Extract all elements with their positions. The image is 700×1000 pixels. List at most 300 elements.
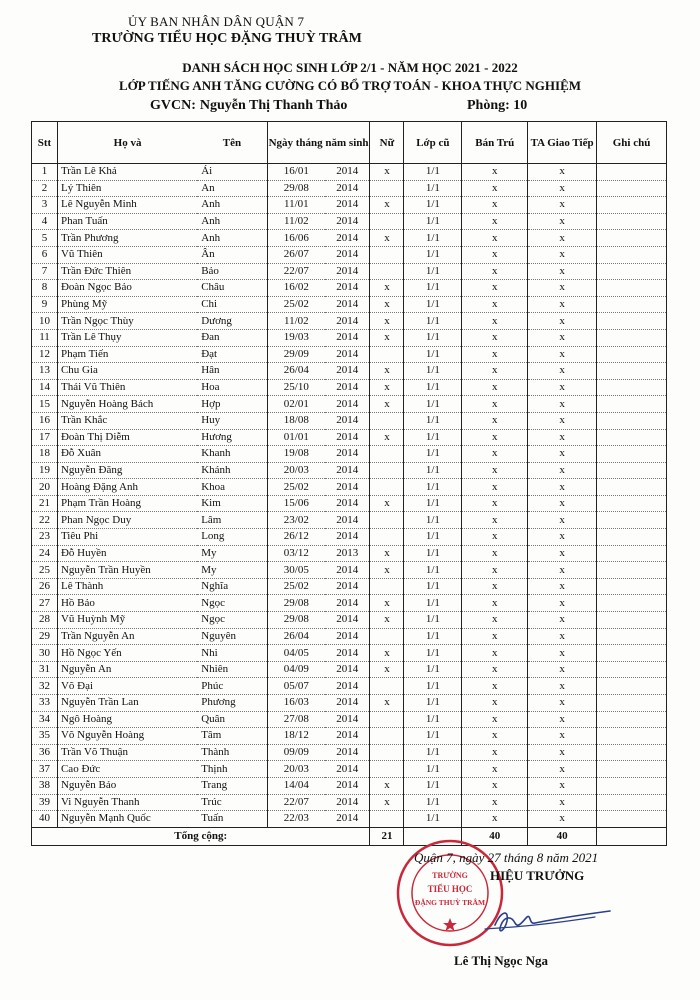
cell-ten: Ngọc	[197, 612, 267, 629]
cell-ngay: 11/02	[267, 313, 325, 330]
cell-ten: Ái	[197, 164, 267, 181]
cell-nu: x	[370, 777, 404, 794]
cell-ten: Nhi	[197, 645, 267, 662]
cell-ta: x	[528, 595, 597, 612]
cell-lop: 1/1	[404, 263, 462, 280]
cell-ngay: 22/03	[267, 811, 325, 828]
cell-ghi-chu	[597, 197, 667, 214]
cell-nu	[370, 462, 404, 479]
cell-nu: x	[370, 379, 404, 396]
table-row	[32, 379, 667, 396]
cell-nam: 2014	[325, 379, 370, 396]
cell-nu: x	[370, 230, 404, 247]
cell-ten: Long	[197, 529, 267, 546]
cell-nam: 2014	[325, 678, 370, 695]
cell-ta: x	[528, 446, 597, 463]
cell-ten: Thành	[197, 744, 267, 761]
cell-ghi-chu	[597, 412, 667, 429]
cell-ghi-chu	[597, 230, 667, 247]
cell-ghi-chu	[597, 578, 667, 595]
cell-ghi-chu	[597, 446, 667, 463]
cell-ta: x	[528, 711, 597, 728]
cell-ten: Nhiên	[197, 661, 267, 678]
cell-ngay: 16/01	[267, 164, 325, 181]
cell-nam: 2014	[325, 628, 370, 645]
cell-ten: Thịnh	[197, 761, 267, 778]
cell-nu: x	[370, 645, 404, 662]
cell-nu	[370, 811, 404, 828]
cell-ho: Trần Nguyễn An	[57, 628, 197, 645]
cell-ten: Nghĩa	[197, 578, 267, 595]
cell-ghi-chu	[597, 479, 667, 496]
cell-ten: Hương	[197, 429, 267, 446]
cell-nam: 2014	[325, 429, 370, 446]
cell-ta: x	[528, 495, 597, 512]
cell-ngay: 18/08	[267, 412, 325, 429]
cell-nam: 2014	[325, 346, 370, 363]
table-row	[32, 545, 667, 562]
cell-ngay: 11/01	[267, 197, 325, 214]
cell-ta: x	[528, 412, 597, 429]
cell-nam: 2014	[325, 529, 370, 546]
cell-nam: 2014	[325, 412, 370, 429]
cell-ghi-chu	[597, 346, 667, 363]
cell-ho: Thái Vũ Thiên	[57, 379, 197, 396]
cell-ngay: 11/02	[267, 213, 325, 230]
total-label: Tổng cộng:	[32, 827, 370, 845]
total-row	[32, 827, 667, 845]
cell-nam: 2014	[325, 263, 370, 280]
cell-nam: 2014	[325, 761, 370, 778]
cell-ho: Hồ Ngọc Yến	[57, 645, 197, 662]
cell-ho: Nguyễn Bảo	[57, 777, 197, 794]
table-header-row	[32, 122, 667, 164]
cell-stt: 7	[32, 263, 58, 280]
cell-nu	[370, 346, 404, 363]
cell-bt: x	[462, 246, 528, 263]
cell-nam: 2014	[325, 728, 370, 745]
cell-ngay: 29/08	[267, 595, 325, 612]
table-row	[32, 180, 667, 197]
cell-ho: Nguyễn Mạnh Quốc	[57, 811, 197, 828]
cell-ngay: 20/03	[267, 761, 325, 778]
cell-bt: x	[462, 329, 528, 346]
cell-lop: 1/1	[404, 412, 462, 429]
cell-bt: x	[462, 628, 528, 645]
cell-bt: x	[462, 811, 528, 828]
teacher-label: GVCN:	[150, 98, 196, 113]
cell-nu: x	[370, 396, 404, 413]
cell-ten: Ngọc	[197, 595, 267, 612]
cell-ghi-chu	[597, 529, 667, 546]
cell-ngay: 25/02	[267, 578, 325, 595]
cell-stt: 26	[32, 578, 58, 595]
cell-nu: x	[370, 595, 404, 612]
cell-ten: An	[197, 180, 267, 197]
cell-ngay: 26/04	[267, 363, 325, 380]
cell-ghi-chu	[597, 678, 667, 695]
cell-ta: x	[528, 777, 597, 794]
table-row	[32, 429, 667, 446]
cell-ghi-chu	[597, 396, 667, 413]
cell-lop: 1/1	[404, 230, 462, 247]
cell-bt: x	[462, 595, 528, 612]
cell-ngay: 27/08	[267, 711, 325, 728]
cell-lop: 1/1	[404, 728, 462, 745]
cell-ho: Nguyễn An	[57, 661, 197, 678]
cell-bt: x	[462, 545, 528, 562]
cell-ta: x	[528, 578, 597, 595]
cell-bt: x	[462, 313, 528, 330]
cell-ho: Trần Đức Thiên	[57, 263, 197, 280]
cell-nam: 2014	[325, 363, 370, 380]
cell-stt: 4	[32, 213, 58, 230]
cell-ghi-chu	[597, 811, 667, 828]
cell-lop: 1/1	[404, 329, 462, 346]
cell-nam: 2014	[325, 329, 370, 346]
cell-stt: 29	[32, 628, 58, 645]
cell-ghi-chu	[597, 429, 667, 446]
cell-ngay: 30/05	[267, 562, 325, 579]
cell-ngay: 09/09	[267, 744, 325, 761]
cell-ghi-chu	[597, 213, 667, 230]
cell-ten: Hoa	[197, 379, 267, 396]
cell-bt: x	[462, 711, 528, 728]
cell-ta: x	[528, 396, 597, 413]
cell-nam: 2014	[325, 794, 370, 811]
col-ban-tru: Bán Trú	[462, 122, 528, 164]
cell-ta: x	[528, 197, 597, 214]
cell-ngay: 04/05	[267, 645, 325, 662]
cell-ngay: 26/04	[267, 628, 325, 645]
cell-ta: x	[528, 512, 597, 529]
cell-ten: Đan	[197, 329, 267, 346]
cell-lop: 1/1	[404, 811, 462, 828]
cell-stt: 32	[32, 678, 58, 695]
cell-ten: Anh	[197, 230, 267, 247]
cell-nu: x	[370, 363, 404, 380]
cell-ngay: 25/10	[267, 379, 325, 396]
cell-ghi-chu	[597, 744, 667, 761]
col-dob: Ngày tháng năm sinh	[267, 122, 370, 164]
cell-lop: 1/1	[404, 661, 462, 678]
cell-lop: 1/1	[404, 612, 462, 629]
total-ta: 40	[528, 827, 597, 845]
cell-stt: 40	[32, 811, 58, 828]
cell-ho: Phùng Mỹ	[57, 296, 197, 313]
student-table	[31, 121, 667, 846]
cell-bt: x	[462, 164, 528, 181]
cell-ngay: 19/03	[267, 329, 325, 346]
cell-ho: Ngô Hoàng	[57, 711, 197, 728]
cell-ho: Nguyễn Trần Huyền	[57, 562, 197, 579]
cell-nam: 2014	[325, 213, 370, 230]
cell-stt: 33	[32, 695, 58, 712]
cell-ho: Đỗ Xuân	[57, 446, 197, 463]
cell-stt: 2	[32, 180, 58, 197]
signer-position: HIỆU TRƯỞNG	[490, 868, 585, 883]
cell-ho: Hồ Bảo	[57, 595, 197, 612]
cell-ngay: 29/08	[267, 180, 325, 197]
table-row	[32, 695, 667, 712]
cell-bt: x	[462, 645, 528, 662]
cell-bt: x	[462, 263, 528, 280]
cell-stt: 39	[32, 794, 58, 811]
col-ten: Tên	[197, 122, 267, 164]
cell-ho: Đoàn Ngọc Bảo	[57, 280, 197, 297]
cell-ngay: 25/02	[267, 296, 325, 313]
table-row	[32, 777, 667, 794]
cell-ngay: 29/09	[267, 346, 325, 363]
cell-ghi-chu	[597, 595, 667, 612]
table-row	[32, 562, 667, 579]
cell-ten: Chi	[197, 296, 267, 313]
cell-lop: 1/1	[404, 595, 462, 612]
signer-name: Lê Thị Ngọc Nga	[454, 953, 549, 968]
cell-nu	[370, 678, 404, 695]
cell-ghi-chu	[597, 794, 667, 811]
cell-ho: Vũ Huỳnh Mỹ	[57, 612, 197, 629]
cell-ho: Hoàng Đặng Anh	[57, 479, 197, 496]
total-ban-tru: 40	[462, 827, 528, 845]
cell-ngay: 26/07	[267, 246, 325, 263]
cell-ten: Tâm	[197, 728, 267, 745]
cell-lop: 1/1	[404, 695, 462, 712]
table-row	[32, 645, 667, 662]
cell-ta: x	[528, 529, 597, 546]
cell-lop: 1/1	[404, 164, 462, 181]
school-name: TRƯỜNG TIỂU HỌC ĐẶNG THUỲ TRÂM	[92, 31, 362, 46]
cell-lop: 1/1	[404, 180, 462, 197]
table-row	[32, 462, 667, 479]
cell-ghi-chu	[597, 280, 667, 297]
cell-lop: 1/1	[404, 197, 462, 214]
cell-stt: 30	[32, 645, 58, 662]
cell-ghi-chu	[597, 661, 667, 678]
cell-bt: x	[462, 495, 528, 512]
cell-bt: x	[462, 728, 528, 745]
cell-bt: x	[462, 363, 528, 380]
cell-bt: x	[462, 280, 528, 297]
cell-nam: 2014	[325, 446, 370, 463]
cell-ho: Phan Ngọc Duy	[57, 512, 197, 529]
cell-bt: x	[462, 197, 528, 214]
cell-ghi-chu	[597, 246, 667, 263]
cell-lop: 1/1	[404, 628, 462, 645]
col-ho: Họ và	[57, 122, 197, 164]
cell-nu: x	[370, 429, 404, 446]
cell-ngay: 04/09	[267, 661, 325, 678]
cell-ten: Tuấn	[197, 811, 267, 828]
cell-ho: Lý Thiên	[57, 180, 197, 197]
cell-nam: 2014	[325, 695, 370, 712]
cell-nu	[370, 628, 404, 645]
cell-stt: 10	[32, 313, 58, 330]
table-row	[32, 578, 667, 595]
table-row	[32, 612, 667, 629]
cell-ngay: 02/01	[267, 396, 325, 413]
cell-ghi-chu	[597, 313, 667, 330]
seal-text-mid: TIỂU HỌC	[427, 884, 473, 894]
cell-ghi-chu	[597, 761, 667, 778]
table-row	[32, 495, 667, 512]
cell-ten: Anh	[197, 197, 267, 214]
cell-stt: 6	[32, 246, 58, 263]
cell-nu: x	[370, 197, 404, 214]
cell-nam: 2014	[325, 296, 370, 313]
cell-bt: x	[462, 777, 528, 794]
cell-ten: Anh	[197, 213, 267, 230]
table-row	[32, 529, 667, 546]
table-row	[32, 313, 667, 330]
cell-lop: 1/1	[404, 396, 462, 413]
cell-ta: x	[528, 363, 597, 380]
cell-nu: x	[370, 545, 404, 562]
cell-stt: 16	[32, 412, 58, 429]
table-row	[32, 678, 667, 695]
cell-ghi-chu	[597, 711, 667, 728]
cell-ghi-chu	[597, 379, 667, 396]
cell-lop: 1/1	[404, 794, 462, 811]
cell-lop: 1/1	[404, 246, 462, 263]
cell-ngay: 01/01	[267, 429, 325, 446]
cell-lop: 1/1	[404, 313, 462, 330]
cell-nam: 2014	[325, 180, 370, 197]
cell-ho: Võ Đại	[57, 678, 197, 695]
cell-lop: 1/1	[404, 479, 462, 496]
cell-ghi-chu	[597, 612, 667, 629]
cell-ho: Trần Ngọc Thùy	[57, 313, 197, 330]
cell-stt: 5	[32, 230, 58, 247]
cell-ho: Cao Đức	[57, 761, 197, 778]
cell-nam: 2014	[325, 313, 370, 330]
cell-ten: Phúc	[197, 678, 267, 695]
cell-nam: 2014	[325, 612, 370, 629]
cell-ten: Phương	[197, 695, 267, 712]
cell-bt: x	[462, 578, 528, 595]
cell-ta: x	[528, 678, 597, 695]
cell-stt: 21	[32, 495, 58, 512]
cell-ghi-chu	[597, 777, 667, 794]
cell-lop: 1/1	[404, 562, 462, 579]
cell-ho: Vi Nguyễn Thanh	[57, 794, 197, 811]
cell-ta: x	[528, 811, 597, 828]
cell-ten: Đạt	[197, 346, 267, 363]
cell-ghi-chu	[597, 628, 667, 645]
cell-lop: 1/1	[404, 363, 462, 380]
cell-stt: 27	[32, 595, 58, 612]
cell-ten: Kim	[197, 495, 267, 512]
cell-nu: x	[370, 661, 404, 678]
cell-stt: 13	[32, 363, 58, 380]
table-row	[32, 164, 667, 181]
col-ghi-chu: Ghi chú	[597, 122, 667, 164]
cell-ngay: 20/03	[267, 462, 325, 479]
cell-nam: 2014	[325, 396, 370, 413]
cell-lop: 1/1	[404, 529, 462, 546]
cell-nu	[370, 728, 404, 745]
cell-bt: x	[462, 695, 528, 712]
cell-stt: 25	[32, 562, 58, 579]
cell-bt: x	[462, 744, 528, 761]
cell-stt: 23	[32, 529, 58, 546]
cell-nu	[370, 246, 404, 263]
cell-ho: Trần Lê Thụy	[57, 329, 197, 346]
cell-ta: x	[528, 429, 597, 446]
cell-lop: 1/1	[404, 379, 462, 396]
cell-ten: Quân	[197, 711, 267, 728]
cell-ghi-chu	[597, 180, 667, 197]
cell-ghi-chu	[597, 645, 667, 662]
cell-nu	[370, 213, 404, 230]
cell-ta: x	[528, 794, 597, 811]
cell-ghi-chu	[597, 562, 667, 579]
cell-ta: x	[528, 744, 597, 761]
cell-nam: 2014	[325, 479, 370, 496]
cell-bt: x	[462, 346, 528, 363]
seal-text-top: TRƯỜNG	[432, 871, 468, 880]
cell-ho: Lê Nguyễn Minh	[57, 197, 197, 214]
cell-ta: x	[528, 728, 597, 745]
cell-lop: 1/1	[404, 711, 462, 728]
cell-ten: Nguyên	[197, 628, 267, 645]
cell-ghi-chu	[597, 164, 667, 181]
cell-ho: Trần Võ Thuận	[57, 744, 197, 761]
cell-ho: Nguyễn Đăng	[57, 462, 197, 479]
cell-ho: Đoàn Thị Diễm	[57, 429, 197, 446]
cell-ten: Hân	[197, 363, 267, 380]
document-title: DANH SÁCH HỌC SINH LỚP 2/1 - NĂM HỌC 2021 - 2022	[182, 60, 518, 75]
cell-ten: My	[197, 562, 267, 579]
cell-ngay: 18/12	[267, 728, 325, 745]
cell-ngay: 15/06	[267, 495, 325, 512]
table-row	[32, 794, 667, 811]
table-row	[32, 396, 667, 413]
cell-nam: 2014	[325, 462, 370, 479]
cell-bt: x	[462, 296, 528, 313]
cell-ta: x	[528, 213, 597, 230]
cell-stt: 37	[32, 761, 58, 778]
cell-ghi-chu	[597, 462, 667, 479]
cell-ho: Phạm Trần Hoàng	[57, 495, 197, 512]
table-row	[32, 661, 667, 678]
cell-ngay: 05/07	[267, 678, 325, 695]
cell-nu: x	[370, 612, 404, 629]
table-row	[32, 363, 667, 380]
cell-bt: x	[462, 512, 528, 529]
cell-nam: 2014	[325, 645, 370, 662]
cell-bt: x	[462, 412, 528, 429]
cell-ngay: 29/08	[267, 612, 325, 629]
cell-ho: Nguyễn Hoàng Bách	[57, 396, 197, 413]
cell-ta: x	[528, 562, 597, 579]
cell-ta: x	[528, 379, 597, 396]
cell-bt: x	[462, 230, 528, 247]
homeroom-teacher	[150, 98, 347, 114]
table-row	[32, 246, 667, 263]
cell-nu: x	[370, 280, 404, 297]
cell-lop: 1/1	[404, 296, 462, 313]
cell-ten: Khoa	[197, 479, 267, 496]
cell-stt: 24	[32, 545, 58, 562]
cell-ghi-chu	[597, 495, 667, 512]
cell-ngay: 22/07	[267, 263, 325, 280]
cell-ta: x	[528, 329, 597, 346]
cell-ta: x	[528, 761, 597, 778]
cell-nu	[370, 711, 404, 728]
table-row	[32, 479, 667, 496]
cell-lop: 1/1	[404, 678, 462, 695]
